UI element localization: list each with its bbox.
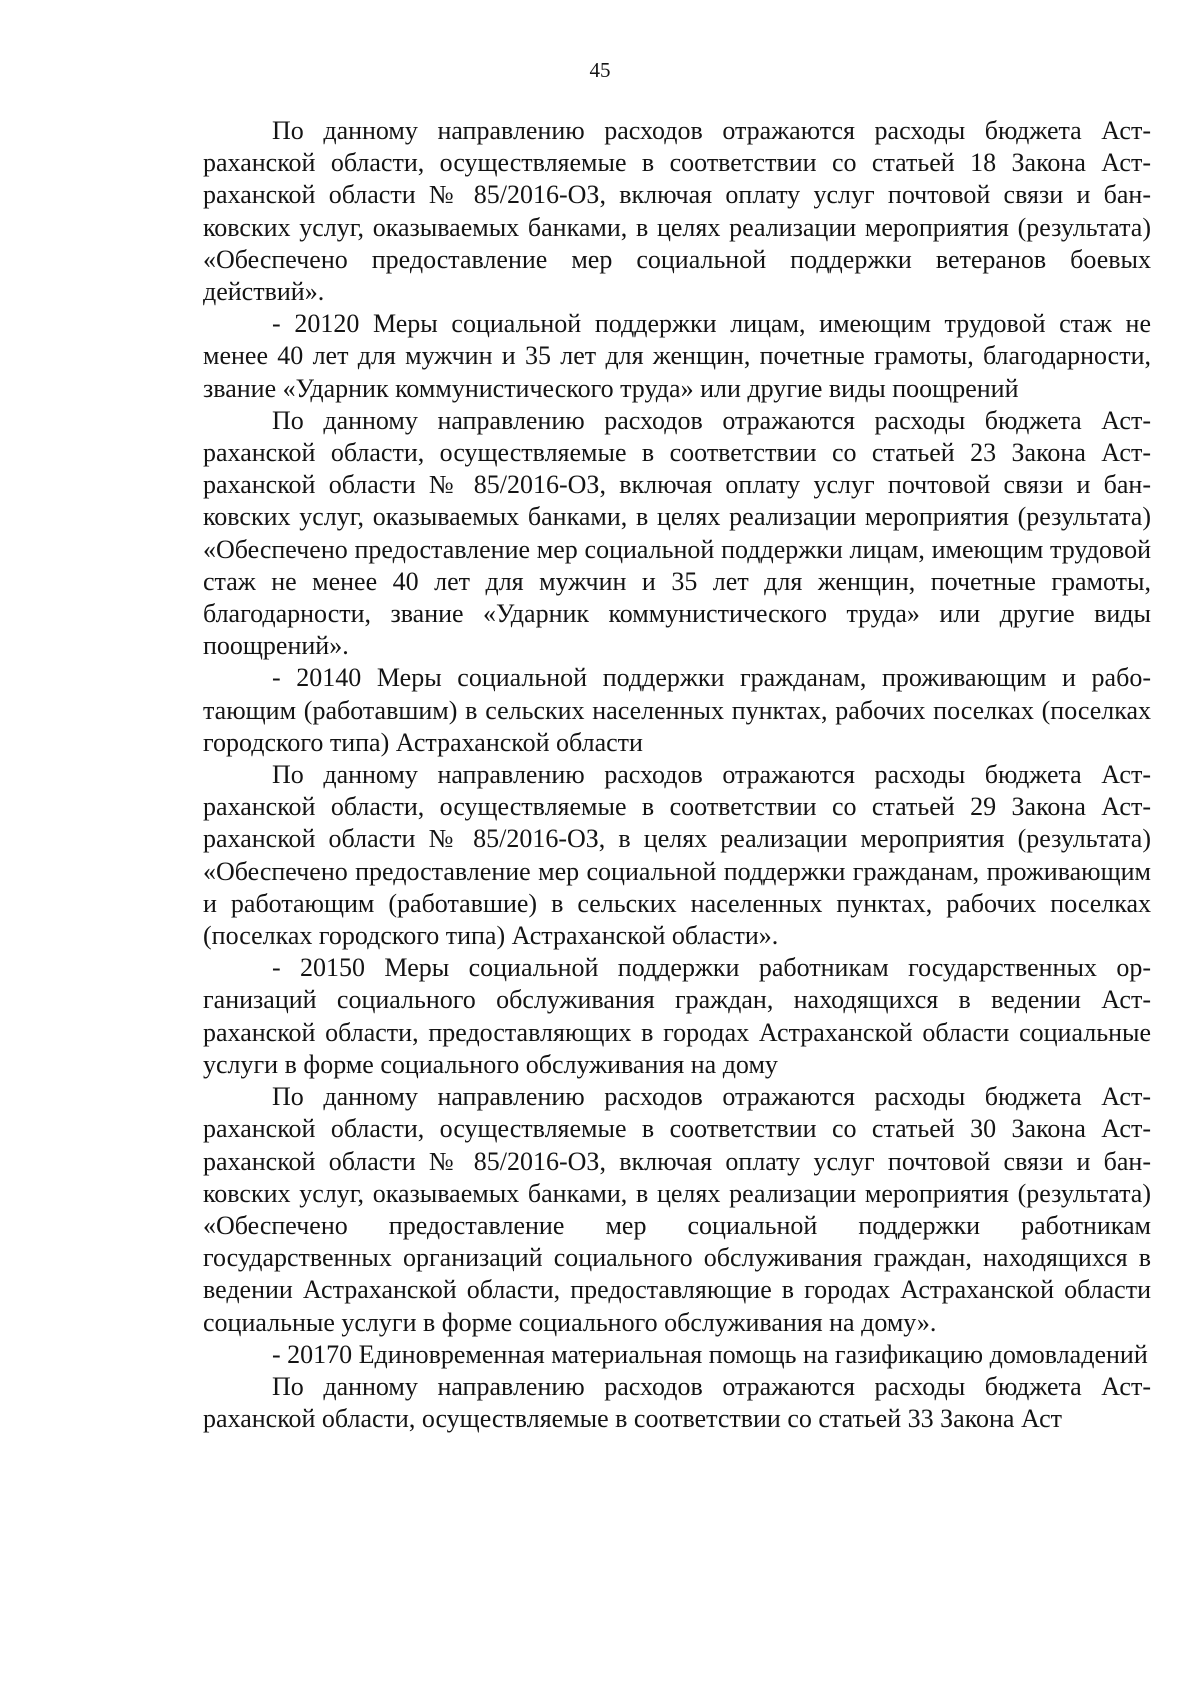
paragraph: - 20150 Меры социальной поддержки работникам государственных организаций социального обслуживания граждан, находящихся в ведении Астраханской области, предоставляющих в городах Астраханской области социальные услуги в форме социального обслуживания на дому xyxy=(203,953,1151,1079)
document-body xyxy=(203,115,1151,1435)
paragraph: По данному направлению расходов отражаются расходы бюджета Астраханской области, осуществляемые в соответствии со статьей 18 Закона Астраханской области № 85/2016-ОЗ, включая оплату услуг почтовой связи и банковских услуг, оказываемых банками, в целях реализации мероприятия (результата) «Обеспечено предоставление мер социальной поддержки ветеранов боевых действий». xyxy=(203,116,1151,307)
paragraph: - 20170 Единовременная материальная помощь на газификацию домовладений xyxy=(272,1339,1148,1369)
paragraph: По данному направлению расходов отражаются расходы бюджета Астраханской области, осуществляемые в соответствии со статьей 30 Закона Астраханской области № 85/2016-ОЗ, включая оплату услуг почтовой связи и банковских услуг, оказываемых банками, в целях реализации мероприятия (результата) «Обеспечено предоставление мер социальной поддержки работникам государственных организаций социального обслуживания граждан, находящихся в ведении Астраханской области, предоставляющие в городах Астраханской области социальные услуги в форме социального обслуживания на дому». xyxy=(203,1082,1151,1337)
paragraph: По данному направлению расходов отражаются расходы бюджета Астраханской области, осуществляемые в соответствии со статьей 29 Закона Астраханской области № 85/2016-ОЗ, в целях реализации мероприятия (результата) «Обеспечено предоставление мер социальной поддержки гражданам, проживающим и работающим (работавшие) в сельских населенных пунктах, рабочих поселках (поселках городского типа) Астраханской области». xyxy=(203,760,1151,951)
page-number: 45 xyxy=(589,58,611,82)
paragraph: По данному направлению расходов отражаются расходы бюджета Астраханской области, осуществляемые в соответствии со статьей 23 Закона Астраханской области № 85/2016-ОЗ, включая оплату услуг почтовой связи и банковских услуг, оказываемых банками, в целях реализации мероприятия (результата) «Обеспечено предоставление мер социальной поддержки лицам, имеющим трудовой стаж не менее 40 лет для мужчин и 35 лет для женщин, почетные грамоты, благодарности, звание «Ударник коммунистического труда» или другие виды поощрений». xyxy=(203,405,1151,661)
paragraph: - 20120 Меры социальной поддержки лицам, имеющим трудовой стаж не менее 40 лет для мужчин и 35 лет для женщин, почетные грамоты, благодарности, звание «Ударник коммунистического труда» или другие виды поощрений xyxy=(203,309,1151,403)
paragraph: - 20140 Меры социальной поддержки гражданам, проживающим и работающим (работавшим) в сельских населенных пунктах, рабочих поселках (поселках городского типа) Астраханской области xyxy=(203,663,1151,757)
paragraph: По данному направлению расходов отражаются расходы бюджета Астраханской области, осуществляемые в соответствии со статьей 33 Закона Аст xyxy=(203,1371,1151,1434)
